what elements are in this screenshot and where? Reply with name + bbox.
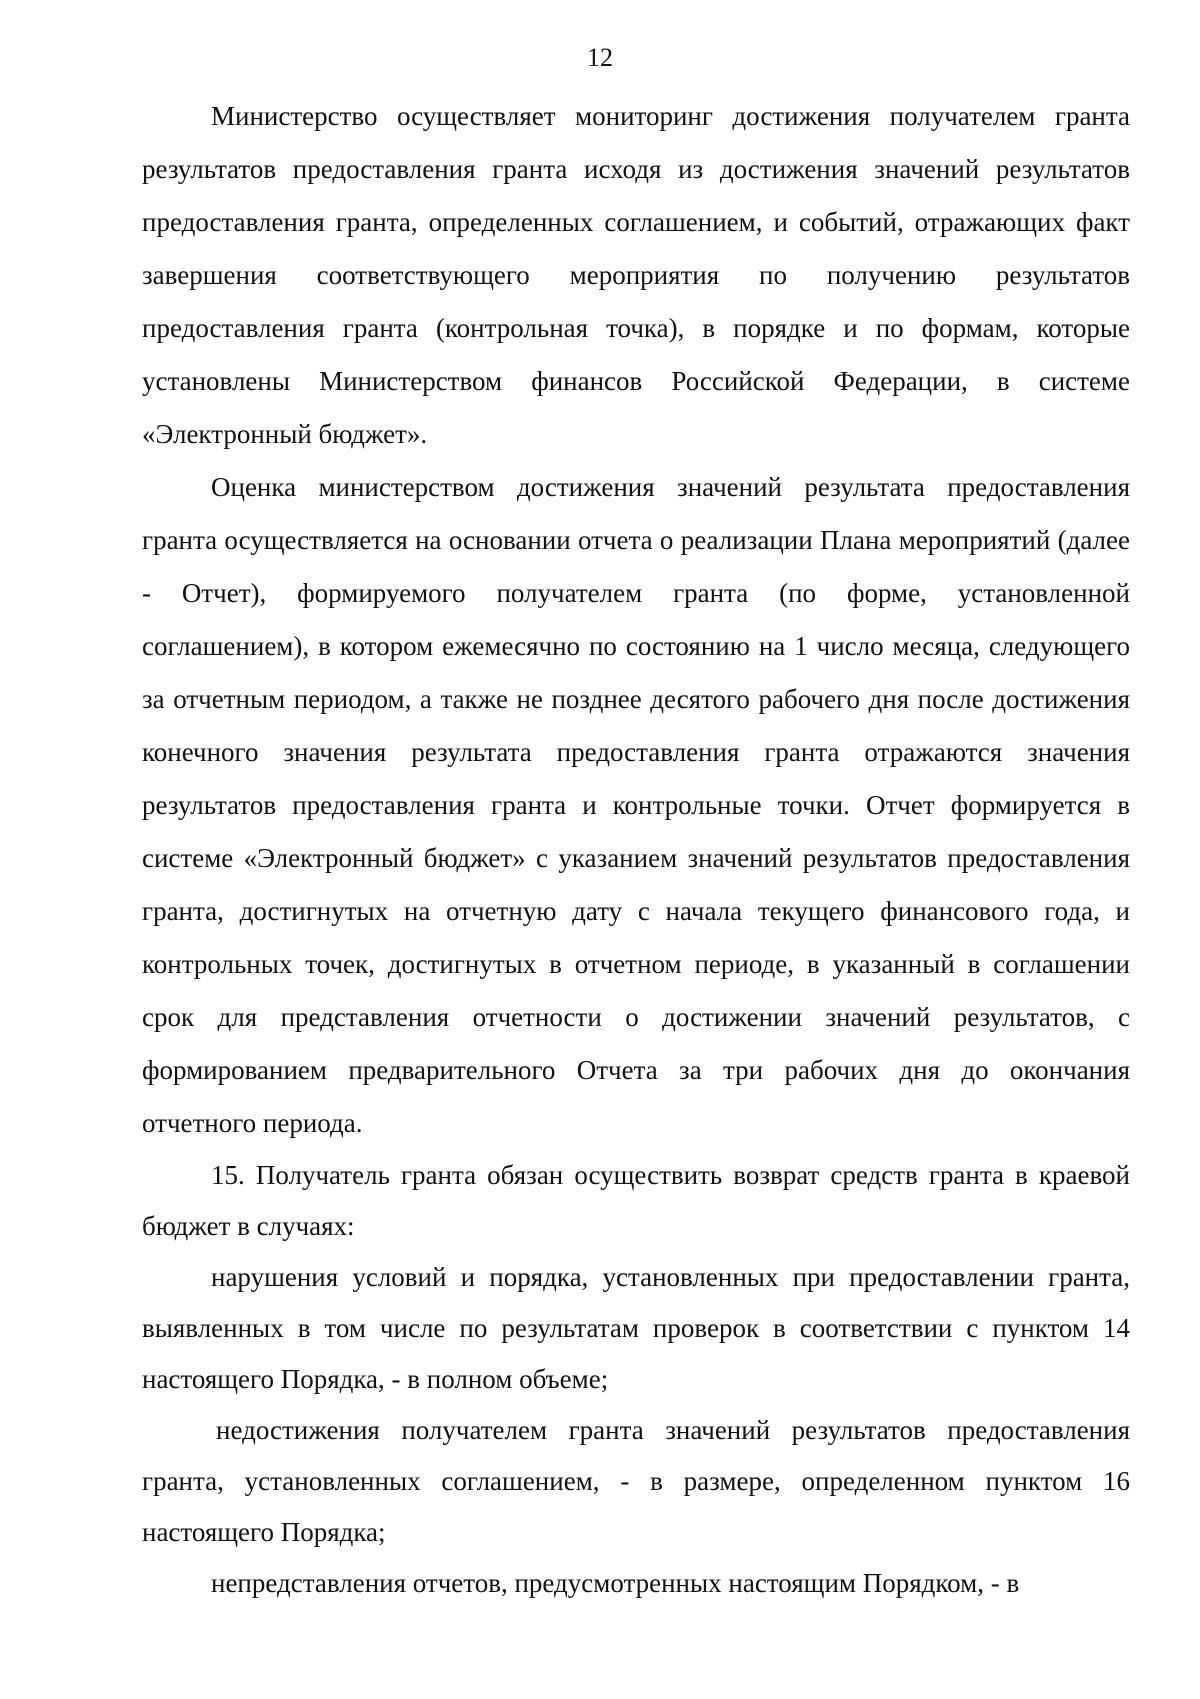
paragraph-clause-15: 15. Получатель гранта обязан осуществить возврат средств гранта в краевой бюджет в случаях:: [142, 1160, 1130, 1241]
paragraph-non-achievement-case: недостижения получателем гранта значений результатов предоставления гранта, установленных соглашением, - в размере, определенном пунктом 16 настоящего Порядка;: [142, 1415, 1130, 1547]
paragraph-assessment: Оценка министерством достижения значений результата предоставления гранта осуществляется на основании отчета о реализации Плана мероприятий (далее - Отчет), формируемого получателем гранта (по форме, установленной соглашением), в котором ежемесячно по состоянию на 1 число месяца, следующего за отчетным периодом, а также не позднее десятого рабочего дня после достижения конечного значения результата предоставления гранта отражаются значения результатов предоставления гранта и контрольные точки. Отчет формируется в системе «Электронный бюджет» с указанием значений результатов предоставления гранта, достигнутых на отчетную дату с начала текущего финансового года, и контрольных точек, достигнутых в отчетном периоде, в указанный в соглашении срок для представления отчетности о достижении значений результатов, с формированием предварительного Отчета за три рабочих дня до окончания отчетного периода.: [142, 472, 1130, 1138]
paragraph-violation-case: нарушения условий и порядка, установленных при предоставлении гранта, выявленных в том числе по результатам проверок в соответствии с пунктом 14 настоящего Порядка, - в полном объеме;: [142, 1262, 1130, 1394]
document-body: [142, 90, 1130, 1609]
paragraph-monitoring: Министерство осуществляет мониторинг достижения получателем гранта результатов предоставления гранта исходя из достижения значений результатов предоставления гранта, определенных соглашением, и событий, отражающих факт завершения соответствующего мероприятия по получению результатов предоставления гранта (контрольная точка), в порядке и по формам, которые установлены Министерством финансов Российской Федерации, в системе «Электронный бюджет».: [142, 101, 1130, 449]
paragraph-non-submission-case: непредставления отчетов, предусмотренных настоящим Порядком, - в: [211, 1568, 1020, 1598]
page-number: 12: [587, 43, 613, 72]
